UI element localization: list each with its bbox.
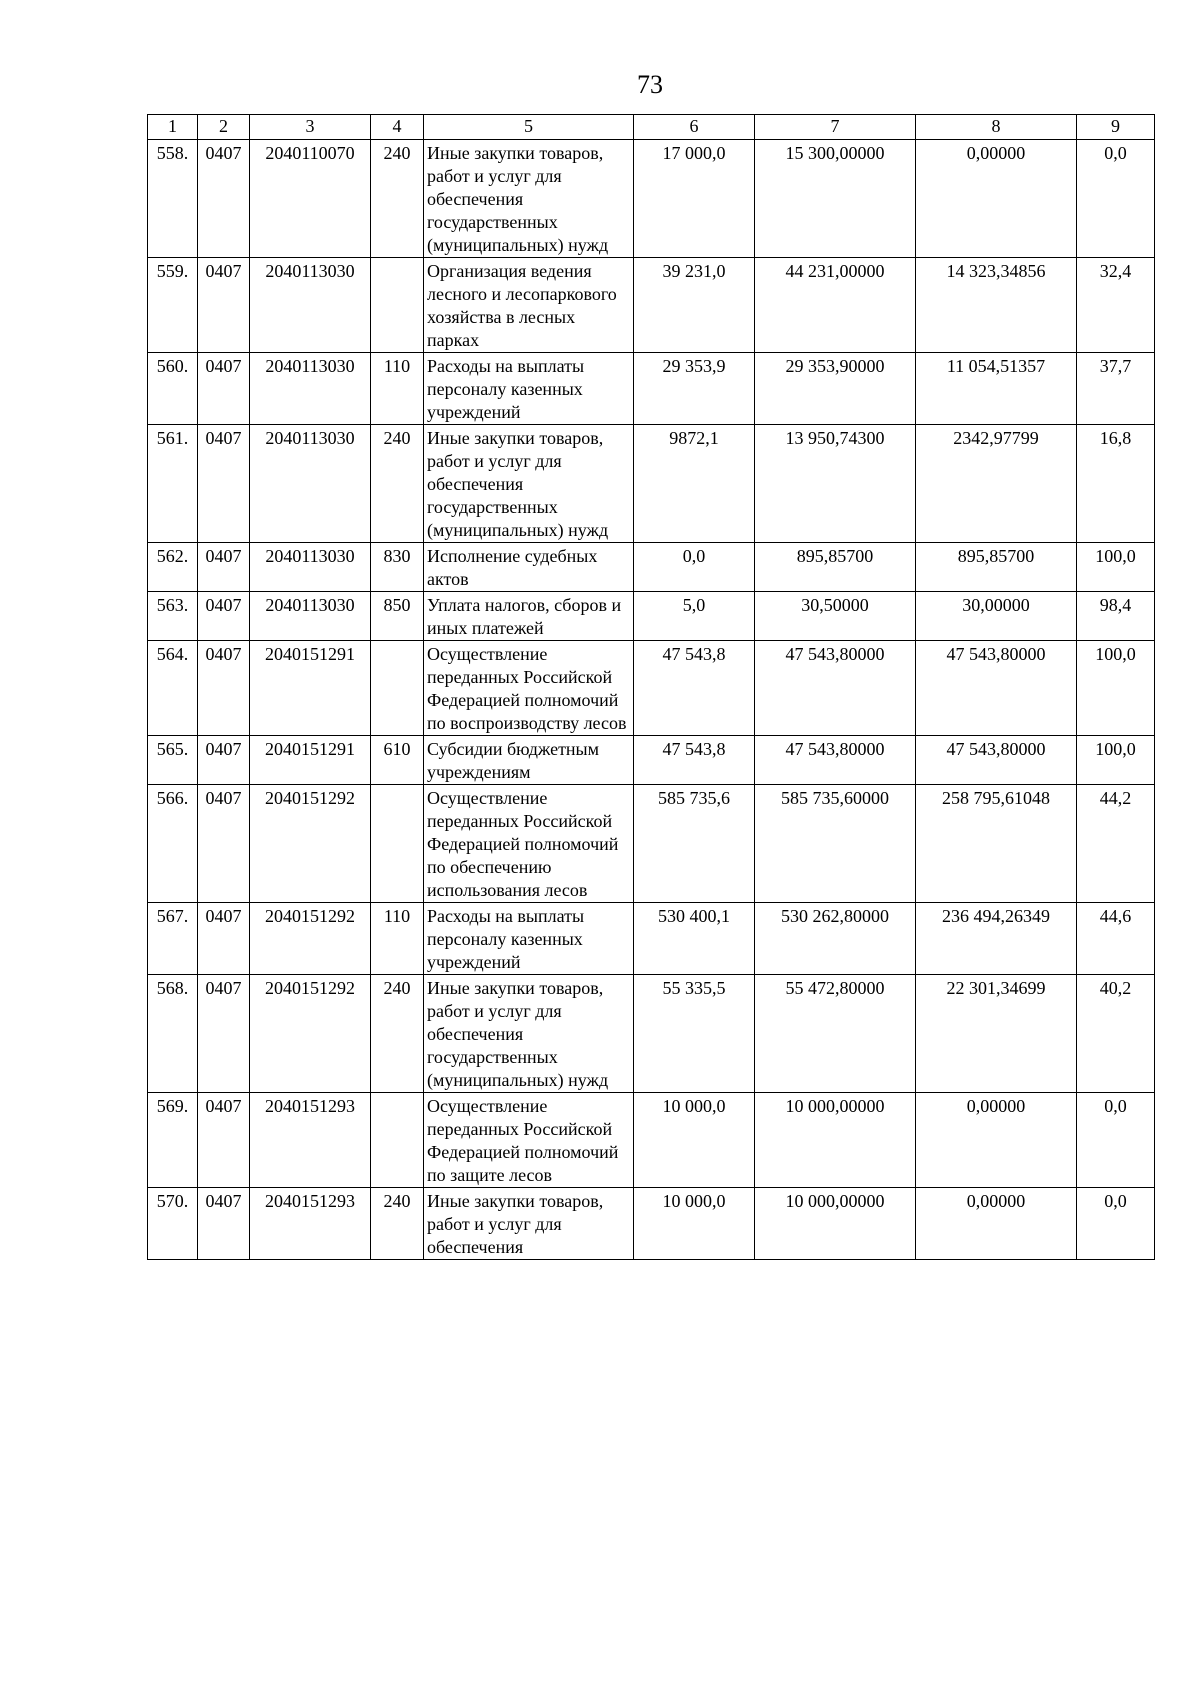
value-col9-cell: 16,8	[1077, 425, 1155, 543]
section-code-cell: 0407	[198, 1093, 250, 1188]
row-number-cell: 565.	[148, 736, 198, 785]
expense-type-cell: 830	[371, 543, 424, 592]
value-col8-cell: 236 494,26349	[916, 903, 1077, 975]
expense-type-cell: 850	[371, 592, 424, 641]
value-col6-cell: 0,0	[634, 543, 755, 592]
expense-type-cell	[371, 258, 424, 353]
target-code-cell: 2040151292	[250, 903, 371, 975]
section-code-cell: 0407	[198, 592, 250, 641]
section-code-cell: 0407	[198, 140, 250, 258]
value-col7-cell: 29 353,90000	[755, 353, 916, 425]
item-name-cell: Иные закупки товаров, работ и услуг для обеспечения государственных (муниципальных) нужд	[424, 975, 634, 1093]
item-name-cell: Иные закупки товаров, работ и услуг для обеспечения государственных (муниципальных) нужд	[424, 425, 634, 543]
value-col6-cell: 10 000,0	[634, 1188, 755, 1260]
item-name-cell: Уплата налогов, сборов и иных платежей	[424, 592, 634, 641]
table-row	[148, 1093, 1155, 1188]
item-name-cell: Расходы на выплаты персоналу казенных учреждений	[424, 903, 634, 975]
row-number-cell: 558.	[148, 140, 198, 258]
table-row	[148, 1188, 1155, 1260]
value-col8-cell: 47 543,80000	[916, 641, 1077, 736]
row-number-cell: 563.	[148, 592, 198, 641]
item-name-cell: Иные закупки товаров, работ и услуг для обеспечения государственных (муниципальных) нужд	[424, 140, 634, 258]
expense-type-cell: 240	[371, 975, 424, 1093]
row-number-cell: 564.	[148, 641, 198, 736]
value-col6-cell: 9872,1	[634, 425, 755, 543]
expense-type-cell	[371, 1093, 424, 1188]
budget-table	[147, 114, 1155, 1260]
value-col7-cell: 30,50000	[755, 592, 916, 641]
column-header: 6	[634, 115, 755, 140]
value-col6-cell: 39 231,0	[634, 258, 755, 353]
target-code-cell: 2040151293	[250, 1093, 371, 1188]
value-col7-cell: 47 543,80000	[755, 641, 916, 736]
row-number-cell: 568.	[148, 975, 198, 1093]
item-name-cell: Субсидии бюджетным учреждениям	[424, 736, 634, 785]
row-number-cell: 561.	[148, 425, 198, 543]
value-col6-cell: 47 543,8	[634, 736, 755, 785]
row-number-cell: 569.	[148, 1093, 198, 1188]
value-col7-cell: 13 950,74300	[755, 425, 916, 543]
table-body	[148, 140, 1155, 1260]
table-row	[148, 543, 1155, 592]
column-header: 4	[371, 115, 424, 140]
target-code-cell: 2040151292	[250, 975, 371, 1093]
value-col7-cell: 585 735,60000	[755, 785, 916, 903]
value-col9-cell: 44,2	[1077, 785, 1155, 903]
section-code-cell: 0407	[198, 1188, 250, 1260]
value-col9-cell: 100,0	[1077, 641, 1155, 736]
expense-type-cell: 240	[371, 140, 424, 258]
value-col8-cell: 2342,97799	[916, 425, 1077, 543]
item-name-cell: Исполнение судебных актов	[424, 543, 634, 592]
table-row	[148, 592, 1155, 641]
value-col9-cell: 44,6	[1077, 903, 1155, 975]
value-col8-cell: 0,00000	[916, 1188, 1077, 1260]
column-header: 7	[755, 115, 916, 140]
value-col7-cell: 15 300,00000	[755, 140, 916, 258]
value-col9-cell: 100,0	[1077, 543, 1155, 592]
header-row	[148, 115, 1155, 140]
value-col9-cell: 98,4	[1077, 592, 1155, 641]
table-row	[148, 353, 1155, 425]
item-name-cell: Осуществление переданных Российской Федерацией полномочий по обеспечению использования лесов	[424, 785, 634, 903]
page-number: 73	[637, 70, 663, 99]
target-code-cell: 2040151292	[250, 785, 371, 903]
table-row	[148, 785, 1155, 903]
expense-type-cell: 610	[371, 736, 424, 785]
row-number-cell: 570.	[148, 1188, 198, 1260]
column-header: 3	[250, 115, 371, 140]
value-col9-cell: 32,4	[1077, 258, 1155, 353]
row-number-cell: 562.	[148, 543, 198, 592]
expense-type-cell	[371, 785, 424, 903]
item-name-cell: Расходы на выплаты персоналу казенных учреждений	[424, 353, 634, 425]
value-col9-cell: 40,2	[1077, 975, 1155, 1093]
target-code-cell: 2040113030	[250, 543, 371, 592]
target-code-cell: 2040110070	[250, 140, 371, 258]
value-col8-cell: 0,00000	[916, 140, 1077, 258]
value-col7-cell: 44 231,00000	[755, 258, 916, 353]
value-col8-cell: 895,85700	[916, 543, 1077, 592]
value-col9-cell: 0,0	[1077, 1093, 1155, 1188]
target-code-cell: 2040113030	[250, 425, 371, 543]
section-code-cell: 0407	[198, 903, 250, 975]
value-col7-cell: 530 262,80000	[755, 903, 916, 975]
expense-type-cell	[371, 641, 424, 736]
section-code-cell: 0407	[198, 425, 250, 543]
target-code-cell: 2040151293	[250, 1188, 371, 1260]
column-header: 9	[1077, 115, 1155, 140]
target-code-cell: 2040151291	[250, 641, 371, 736]
table-row	[148, 425, 1155, 543]
value-col6-cell: 5,0	[634, 592, 755, 641]
value-col6-cell: 47 543,8	[634, 641, 755, 736]
value-col7-cell: 10 000,00000	[755, 1093, 916, 1188]
section-code-cell: 0407	[198, 975, 250, 1093]
row-number-cell: 566.	[148, 785, 198, 903]
value-col6-cell: 585 735,6	[634, 785, 755, 903]
section-code-cell: 0407	[198, 736, 250, 785]
item-name-cell: Иные закупки товаров, работ и услуг для обеспечения	[424, 1188, 634, 1260]
table-row	[148, 140, 1155, 258]
value-col8-cell: 11 054,51357	[916, 353, 1077, 425]
expense-type-cell: 240	[371, 425, 424, 543]
value-col7-cell: 10 000,00000	[755, 1188, 916, 1260]
row-number-cell: 559.	[148, 258, 198, 353]
value-col6-cell: 10 000,0	[634, 1093, 755, 1188]
column-header: 5	[424, 115, 634, 140]
value-col8-cell: 22 301,34699	[916, 975, 1077, 1093]
item-name-cell: Осуществление переданных Российской Федерацией полномочий по защите лесов	[424, 1093, 634, 1188]
item-name-cell: Осуществление переданных Российской Федерацией полномочий по воспроизводству лесов	[424, 641, 634, 736]
expense-type-cell: 110	[371, 903, 424, 975]
target-code-cell: 2040113030	[250, 353, 371, 425]
section-code-cell: 0407	[198, 641, 250, 736]
value-col8-cell: 0,00000	[916, 1093, 1077, 1188]
value-col9-cell: 100,0	[1077, 736, 1155, 785]
value-col7-cell: 55 472,80000	[755, 975, 916, 1093]
column-header: 2	[198, 115, 250, 140]
value-col7-cell: 895,85700	[755, 543, 916, 592]
section-code-cell: 0407	[198, 785, 250, 903]
value-col7-cell: 47 543,80000	[755, 736, 916, 785]
table-row	[148, 641, 1155, 736]
value-col9-cell: 37,7	[1077, 353, 1155, 425]
value-col6-cell: 55 335,5	[634, 975, 755, 1093]
value-col6-cell: 530 400,1	[634, 903, 755, 975]
value-col8-cell: 47 543,80000	[916, 736, 1077, 785]
table-row	[148, 258, 1155, 353]
value-col8-cell: 14 323,34856	[916, 258, 1077, 353]
value-col6-cell: 17 000,0	[634, 140, 755, 258]
row-number-cell: 567.	[148, 903, 198, 975]
target-code-cell: 2040113030	[250, 592, 371, 641]
table-row	[148, 736, 1155, 785]
column-header: 1	[148, 115, 198, 140]
item-name-cell: Организация ведения лесного и лесопаркового хозяйства в лесных парках	[424, 258, 634, 353]
column-header: 8	[916, 115, 1077, 140]
section-code-cell: 0407	[198, 543, 250, 592]
value-col8-cell: 258 795,61048	[916, 785, 1077, 903]
table-row	[148, 975, 1155, 1093]
target-code-cell: 2040151291	[250, 736, 371, 785]
expense-type-cell: 240	[371, 1188, 424, 1260]
section-code-cell: 0407	[198, 258, 250, 353]
row-number-cell: 560.	[148, 353, 198, 425]
value-col8-cell: 30,00000	[916, 592, 1077, 641]
expense-type-cell: 110	[371, 353, 424, 425]
value-col9-cell: 0,0	[1077, 1188, 1155, 1260]
section-code-cell: 0407	[198, 353, 250, 425]
value-col9-cell: 0,0	[1077, 140, 1155, 258]
table-row	[148, 903, 1155, 975]
target-code-cell: 2040113030	[250, 258, 371, 353]
value-col6-cell: 29 353,9	[634, 353, 755, 425]
